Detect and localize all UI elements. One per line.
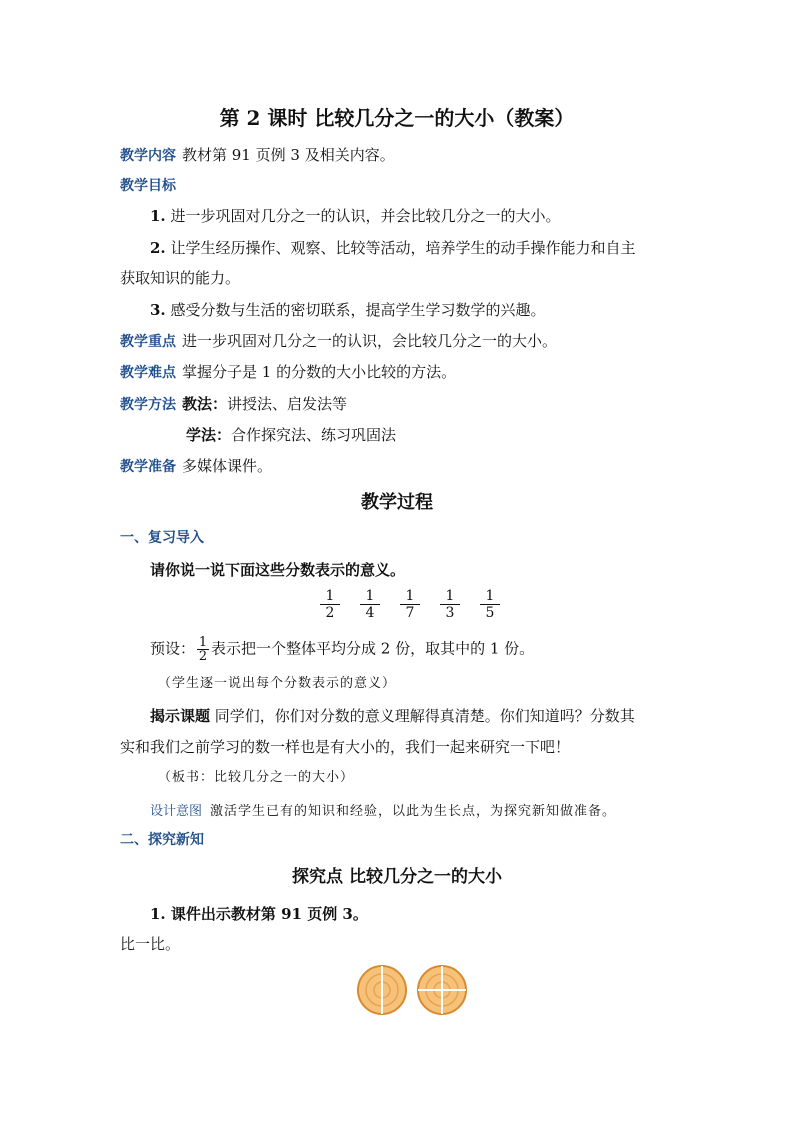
section1-prompt: 请你说一说下面这些分数表示的意义。 [150,561,406,579]
section1-heading: 一、复习导入 [120,530,204,546]
prep-label: 教学准备 [120,459,176,475]
preset-fraction: $\frac{1}{2}$ [198,635,208,664]
board-note: （板书：比较几分之一的大小） [158,770,355,785]
reveal-line: 揭示课题 同学们，你们对分数的意义理解得真清楚。你们知道吗？分数其 [150,707,635,725]
design-intent-line: 设计意图 激活学生已有的知识和经验，以此为生长点，为探究新知做准备。 [150,804,617,819]
content-line [120,145,395,166]
method-label: 教学方法 [120,397,176,413]
preset-line: 预设： $\frac{1}{2}$ 表示把一个整体平均分成 2 份，取其中的 1 份。 [150,635,535,664]
cakes-illustration [352,962,474,1018]
cake-quarters-icon [418,966,466,1014]
goals-line [120,175,182,196]
fraction-item: $\frac{1}{5}$ [480,588,500,621]
design-label: 设计意图 [150,804,203,819]
process-title: 教学过程 [361,492,433,513]
goal-item-2: 2. 让学生经历操作、观察、比较等活动，培养学生的动手操作能力和自主 [150,239,636,257]
difficulty-line: 教学难点 掌握分子是 1 的分数的大小比较的方法。 [120,363,457,381]
section2-subtitle: 探究点 比较几分之一的大小 [292,867,502,887]
fraction-item: $\frac{1}{2}$ [320,588,340,621]
note-students: （学生逐一说出每个分数表示的意义） [158,676,397,691]
reveal-cont: 实和我们之前学习的数一样也是有大小的，我们一起来研究一下吧！ [120,738,571,756]
section2-item1: 1. 课件出示教材第 91 页例 3。 [150,905,368,923]
goal-item-2-cont: 获取知识的能力。 [120,269,241,287]
key-point-label: 教学重点 [120,334,176,350]
key-point-line: 教学重点 进一步巩固对几分之一的认识，会比较几分之一的大小。 [120,332,558,350]
difficulty-label: 教学难点 [120,365,176,381]
method-learn-line: 学法：合作探究法、练习巩固法 [186,426,397,444]
method-line: 教学方法 教法：讲授法、启发法等 [120,395,348,413]
reveal-label: 揭示课题 [150,707,211,725]
content-text: 教材第 91 页例 3 及相关内容。 [182,146,395,164]
prep-line: 教学准备 多媒体课件。 [120,457,273,475]
goal-item-1: 1. 进一步巩固对几分之一的认识，并会比较几分之一的大小。 [150,207,561,225]
lesson-title: 第 2 课时 比较几分之一的大小（教案） [219,106,575,130]
goals-label: 教学目标 [120,178,176,194]
compare-line: 比一比。 [120,935,181,953]
cake-halves-icon [358,966,406,1014]
content-label: 教学内容 [120,148,176,164]
fraction-item: $\frac{1}{4}$ [360,588,380,621]
fraction-item: $\frac{1}{7}$ [400,588,420,621]
goal-item-3: 3. 感受分数与生活的密切联系，提高学生学习数学的兴趣。 [150,301,546,319]
fraction-item: $\frac{1}{3}$ [440,588,460,621]
section2-heading: 二、探究新知 [120,832,204,848]
